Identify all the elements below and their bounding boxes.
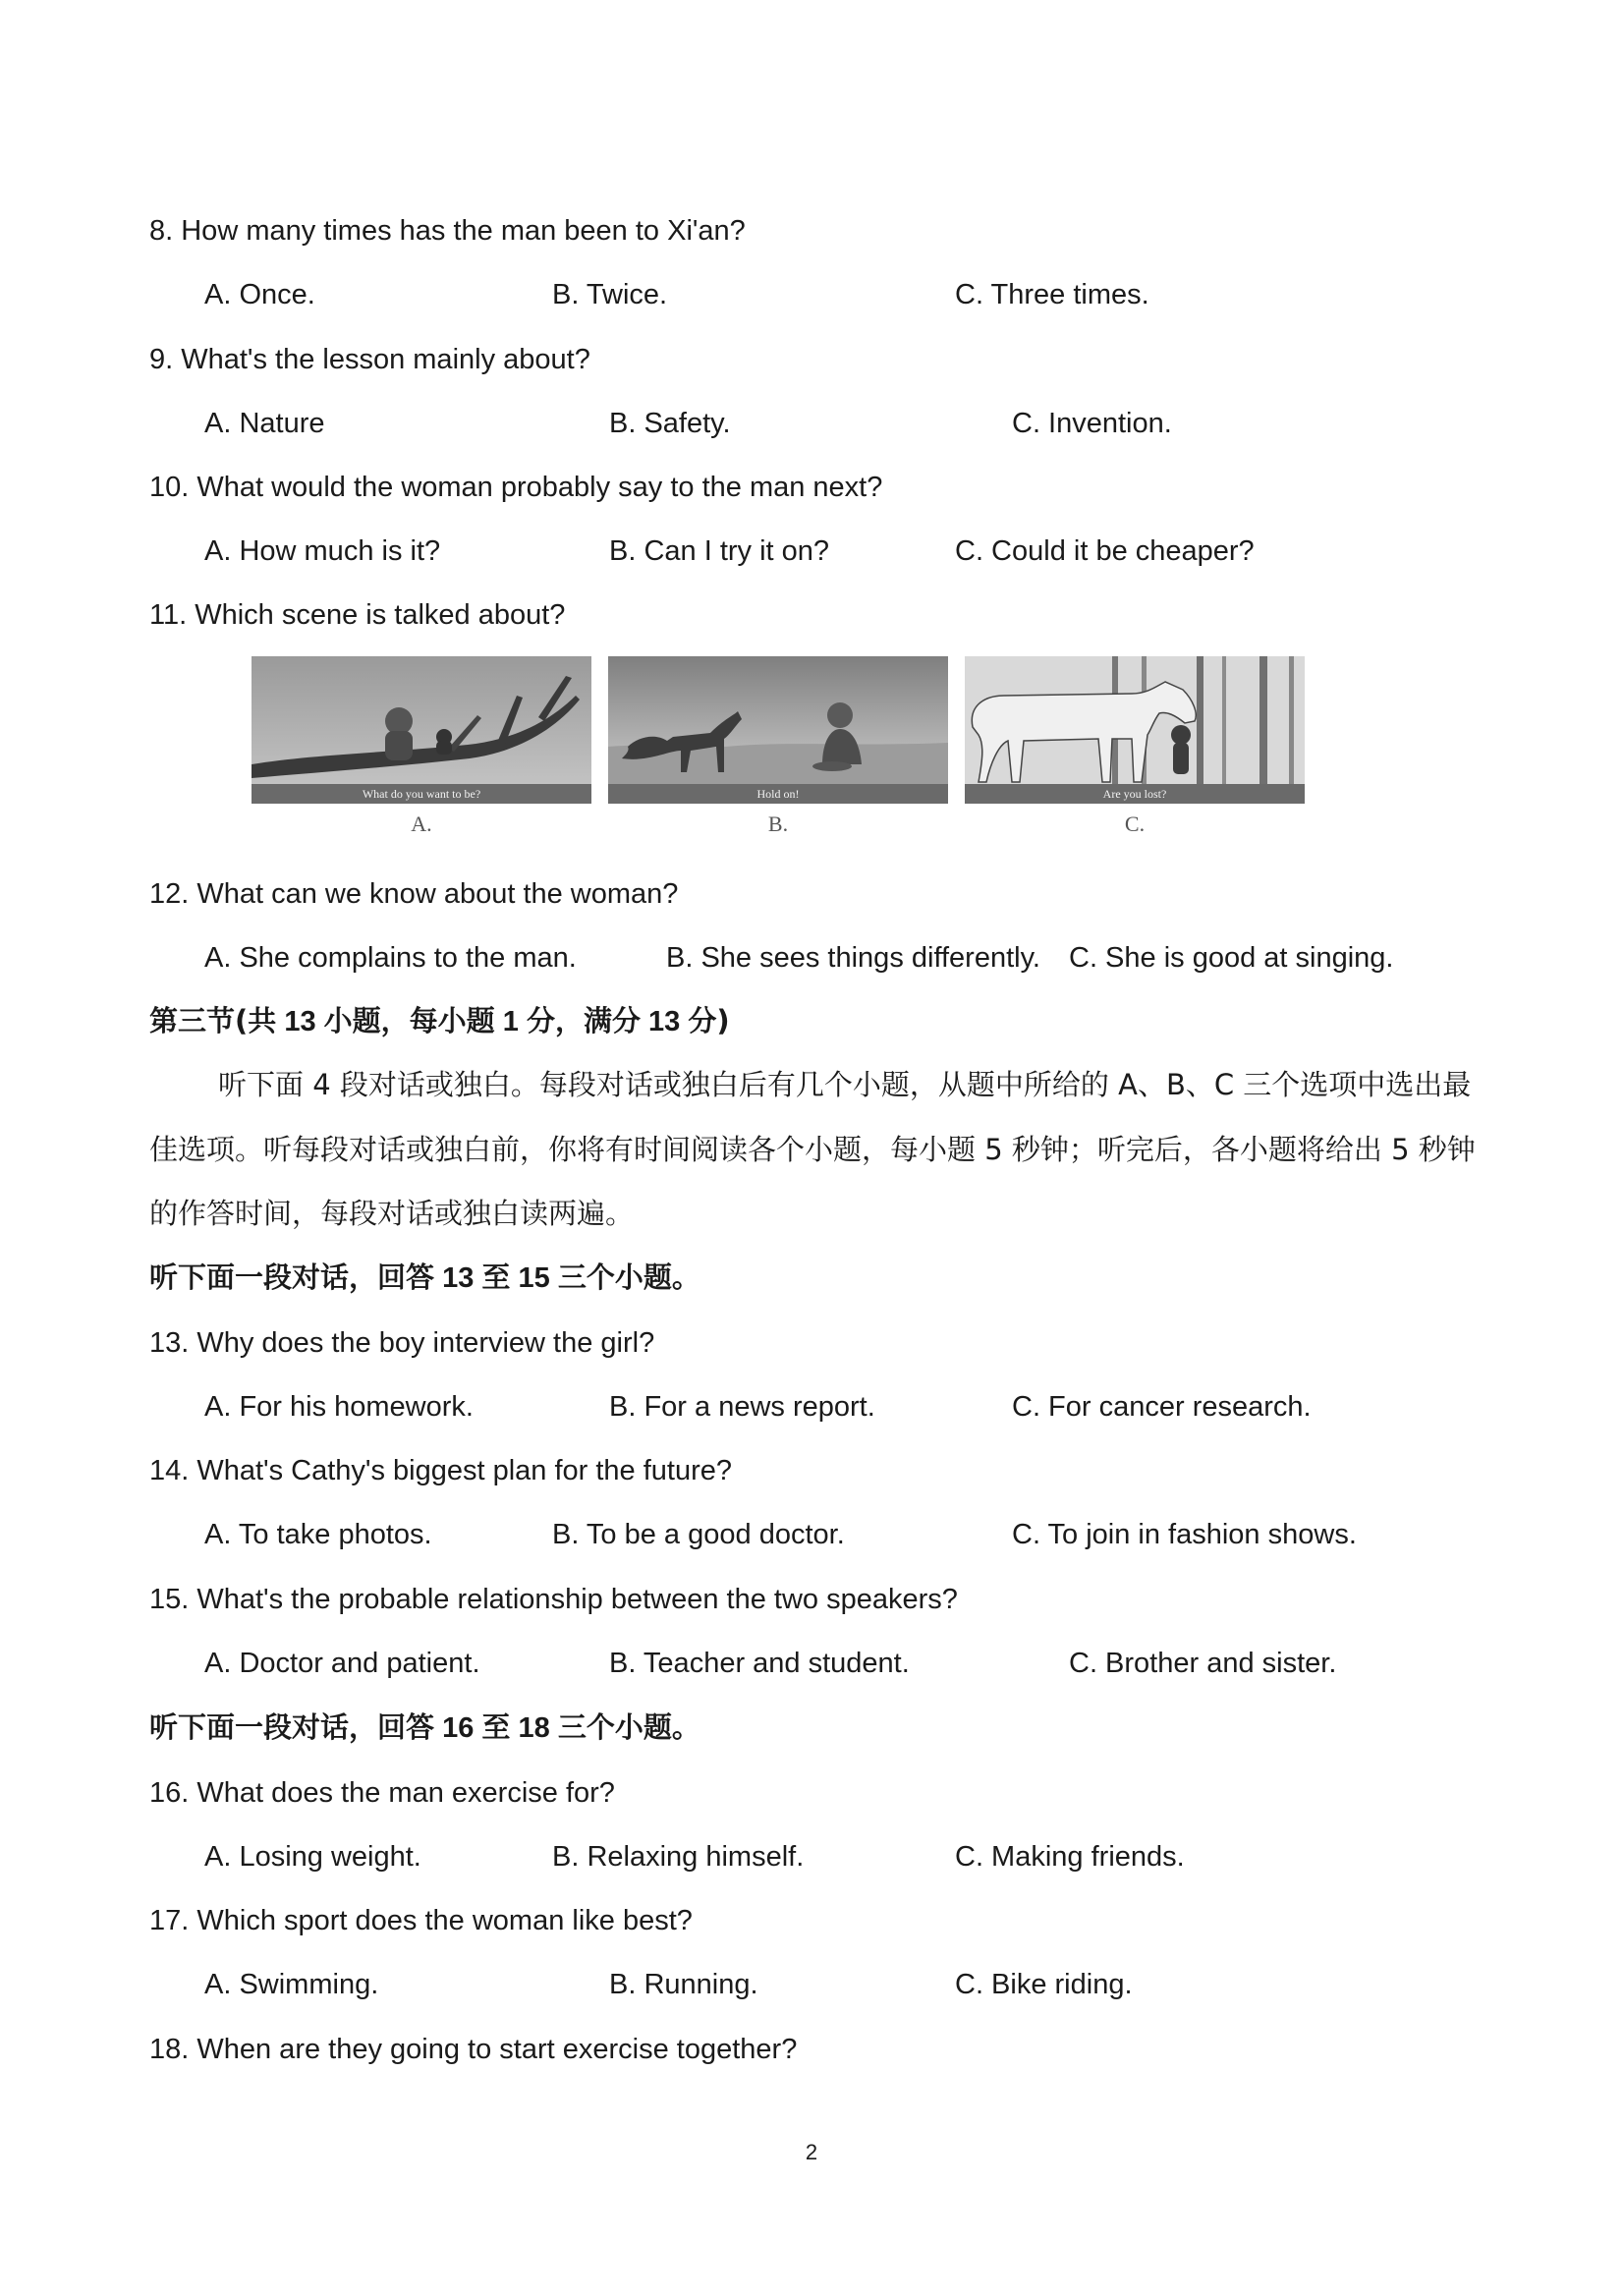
question-8-option-a: A. Once. bbox=[204, 279, 315, 310]
question-13-option-b: B. For a news report. bbox=[609, 1391, 875, 1423]
picture-a-letter: A. bbox=[411, 812, 432, 836]
question-14-option-c: C. To join in fashion shows. bbox=[1012, 1519, 1357, 1550]
picture-a-caption: What do you want to be? bbox=[362, 787, 481, 801]
question-10-option-b: B. Can I try it on? bbox=[609, 535, 830, 567]
picture-c-letter: C. bbox=[1124, 812, 1146, 836]
question-8: 8. How many times has the man been to Xi'an? bbox=[149, 215, 746, 247]
question-12: 12. What can we know about the woman? bbox=[149, 878, 679, 910]
question-13-option-c: C. For cancer research. bbox=[1012, 1391, 1312, 1423]
question-16-option-c: C. Making friends. bbox=[955, 1841, 1185, 1873]
question-17: 17. Which sport does the woman like best? bbox=[149, 1905, 693, 1936]
question-15: 15. What's the probable relationship between the two speakers? bbox=[149, 1584, 958, 1615]
section-3-instructions-line-2: 佳选项。听每段对话或独白前，你将有时间阅读各个小题，每小题 5 秒钟；听完后，各小题将给出 5 秒钟 bbox=[149, 1133, 1476, 1166]
picture-b bbox=[608, 656, 948, 804]
question-16: 16. What does the man exercise for? bbox=[149, 1777, 615, 1809]
picture-a-illustration bbox=[252, 656, 591, 804]
question-9-option-c: C. Invention. bbox=[1012, 408, 1172, 439]
dialog-2-heading: 听下面一段对话，回答 16 至 18 三个小题。 bbox=[149, 1710, 700, 1744]
question-12-option-c: C. She is good at singing. bbox=[1069, 942, 1394, 974]
question-17-option-c: C. Bike riding. bbox=[955, 1969, 1133, 2000]
question-16-option-a: A. Losing weight. bbox=[204, 1841, 421, 1873]
question-8-option-b: B. Twice. bbox=[552, 279, 668, 310]
question-14: 14. What's Cathy's biggest plan for the future? bbox=[149, 1455, 733, 1486]
question-17-option-b: B. Running. bbox=[609, 1969, 758, 2000]
question-15-option-c: C. Brother and sister. bbox=[1069, 1648, 1337, 1679]
question-12-option-a: A. She complains to the man. bbox=[204, 942, 577, 974]
picture-b-caption: Hold on! bbox=[756, 787, 800, 801]
question-13-option-a: A. For his homework. bbox=[204, 1391, 474, 1423]
picture-c bbox=[965, 656, 1305, 804]
question-15-option-b: B. Teacher and student. bbox=[609, 1648, 910, 1679]
picture-c-caption: Are you lost? bbox=[1102, 787, 1167, 801]
picture-b-illustration bbox=[608, 656, 948, 804]
section-3-title: 第三节(共 13 小题，每小题 1 分，满分 13 分) bbox=[149, 1004, 730, 1037]
dialog-1-heading: 听下面一段对话，回答 13 至 15 三个小题。 bbox=[149, 1260, 700, 1294]
question-9-option-b: B. Safety. bbox=[609, 408, 731, 439]
section-3-instructions-line-3: 的作答时间，每段对话或独白读两遍。 bbox=[149, 1197, 635, 1230]
picture-a bbox=[252, 656, 591, 804]
page-number: 2 bbox=[805, 2140, 818, 2164]
question-18: 18. When are they going to start exercise together? bbox=[149, 2034, 798, 2065]
picture-b-letter: B. bbox=[767, 812, 789, 836]
question-12-option-b: B. She sees things differently. bbox=[666, 942, 1040, 974]
picture-c-illustration bbox=[965, 656, 1305, 804]
question-8-option-c: C. Three times. bbox=[955, 279, 1149, 310]
question-10-option-c: C. Could it be cheaper? bbox=[955, 535, 1255, 567]
section-3-instructions-line-1: 听下面 4 段对话或独白。每段对话或独白后有几个小题，从题中所给的 A、B、C 三个选项中选出最 bbox=[218, 1068, 1472, 1101]
question-17-option-a: A. Swimming. bbox=[204, 1969, 379, 2000]
question-9: 9. What's the lesson mainly about? bbox=[149, 344, 590, 375]
question-16-option-b: B. Relaxing himself. bbox=[552, 1841, 805, 1873]
question-14-option-a: A. To take photos. bbox=[204, 1519, 432, 1550]
question-10-option-a: A. How much is it? bbox=[204, 535, 441, 567]
question-10: 10. What would the woman probably say to the man next? bbox=[149, 472, 883, 503]
question-14-option-b: B. To be a good doctor. bbox=[552, 1519, 845, 1550]
question-11: 11. Which scene is talked about? bbox=[149, 599, 566, 631]
question-13: 13. Why does the boy interview the girl? bbox=[149, 1327, 655, 1359]
question-15-option-a: A. Doctor and patient. bbox=[204, 1648, 480, 1679]
question-9-option-a: A. Nature bbox=[204, 408, 325, 439]
scene-pictures bbox=[252, 656, 1305, 853]
